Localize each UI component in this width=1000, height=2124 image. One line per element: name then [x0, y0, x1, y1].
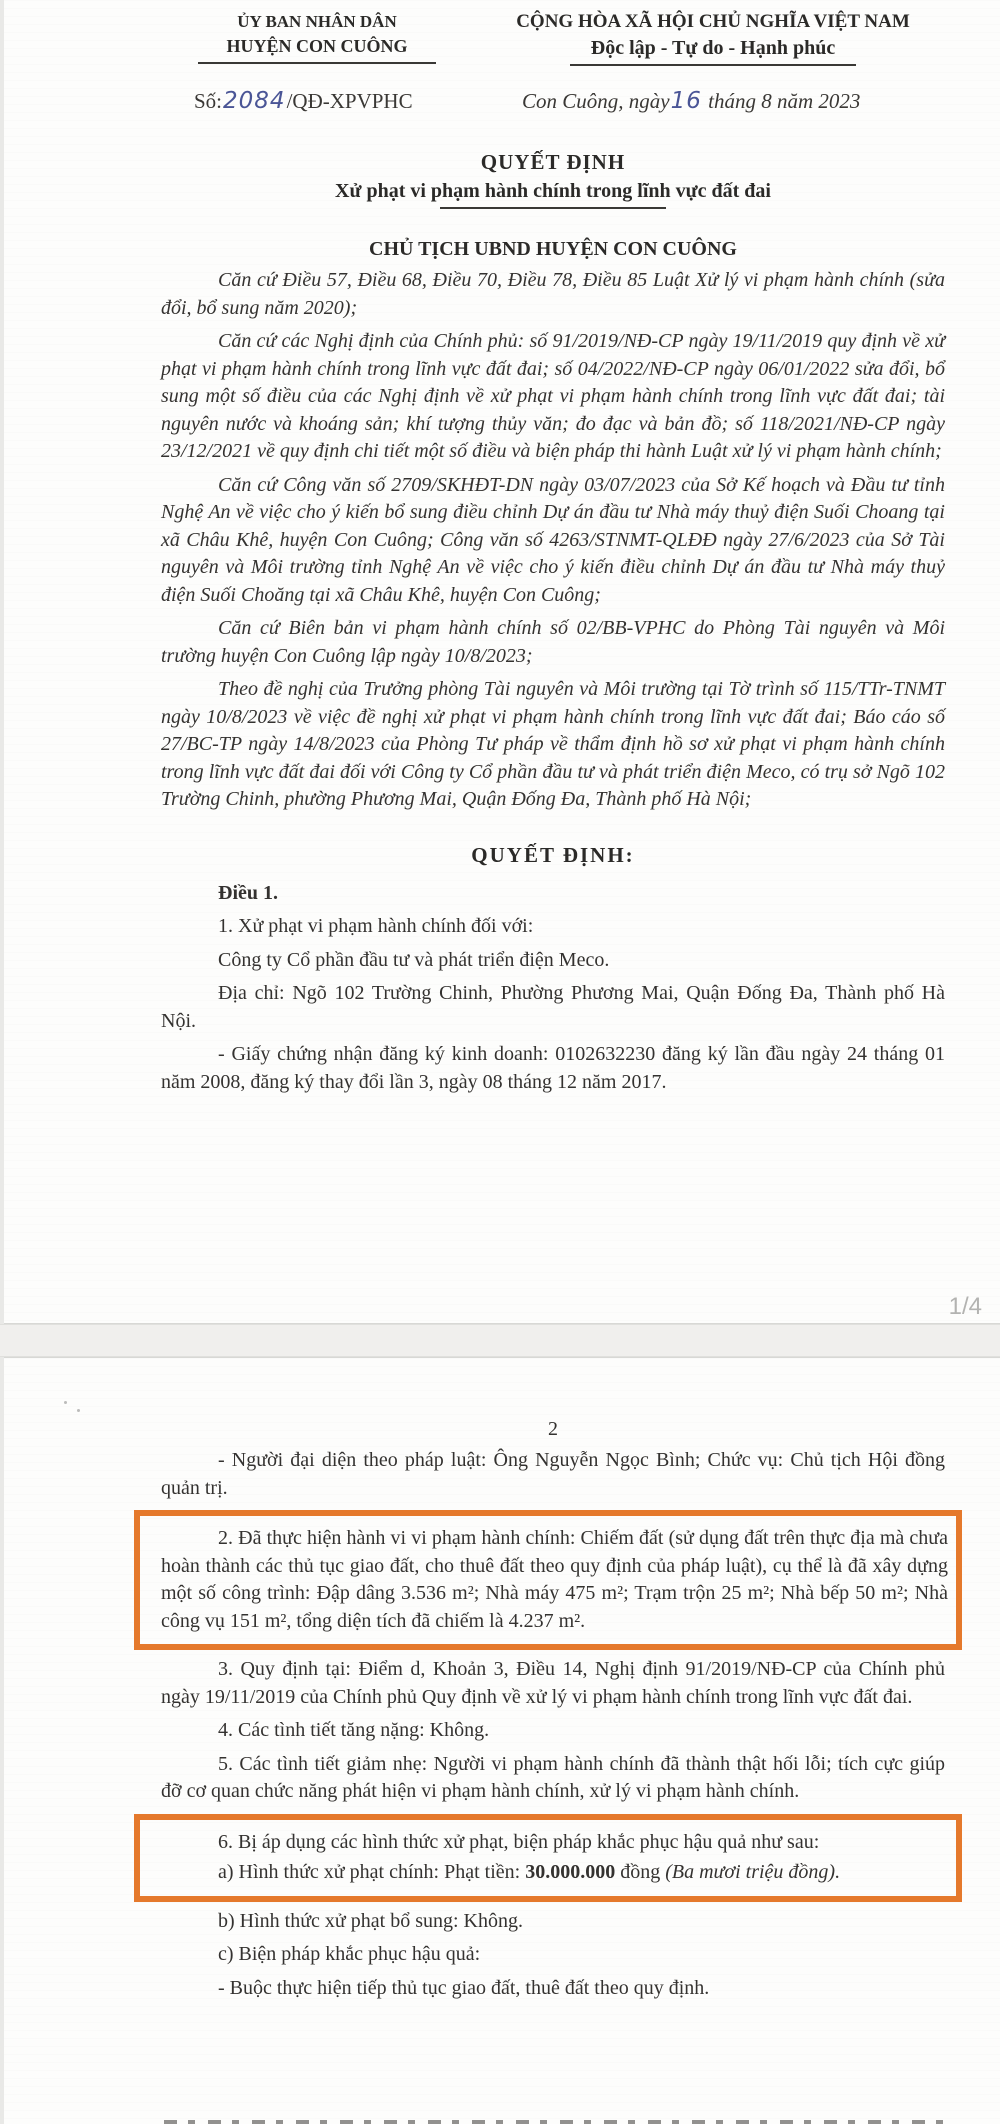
highlight-box-violation	[134, 1510, 962, 1650]
document-number-handwritten: 2084	[223, 88, 286, 114]
article1-item: - Giấy chứng nhận đăng ký kinh doanh: 0102632230 đăng ký lần đầu ngày 24 tháng 01 năm 2008, đăng ký thay đổi lần 3, ngày 08 tháng 12 năm 2017.	[161, 1043, 945, 1093]
recital-paragraph: Căn cứ các Nghị định của Chính phủ: số 91/2019/NĐ-CP ngày 19/11/2019 quy định về xử phạt vi phạm hành chính trong lĩnh vực đất đai; số 04/2022/NĐ-CP ngày 06/01/2022 sửa đổi, bổ sung một số điều của các Nghị định về xử phạt vi phạm hành chính trong lĩnh vực đất đai; tài nguyên nước và khoáng sản; khí tượng thủy văn; đo đạc và bản đồ; số 118/2021/NĐ-CP ngày 23/12/2021 về quy định chi tiết một số điều và biện pháp thi hành Luật xử lý vi phạm hành chính;	[161, 330, 945, 462]
document-title: QUYẾT ĐỊNH	[480, 150, 626, 174]
scanned-page-2	[4, 1357, 1000, 2124]
document-number-suffix: /QĐ-XPVPHC	[286, 89, 413, 113]
item-paragraph: b) Hình thức xử phạt bổ sung: Không.	[218, 1909, 523, 1932]
item-paragraph: 5. Các tình tiết giảm nhẹ: Người vi phạm hành chính đã thành thật hối lỗi; tích cực giúp đỡ cơ quan chức năng phát hiện vi phạm hành chính, xử lý vi phạm hành chính.	[161, 1752, 945, 1802]
place-date-line	[522, 88, 860, 114]
page-marker: 1/4	[948, 1293, 982, 1320]
representative-paragraph: - Người đại diện theo pháp luật: Ông Nguyễn Ngọc Bình; Chức vụ: Chủ tịch Hội đồng quản trị.	[161, 1449, 945, 1499]
article1-item: 1. Xử phạt vi phạm hành chính đối với:	[218, 915, 534, 937]
penalty-amount-words: (Ba mươi triệu đồng).	[665, 1861, 841, 1883]
penalty-main	[161, 1859, 948, 1887]
national-title: CỘNG HÒA XÃ HỘI CHỦ NGHĨA VIỆT NAM	[516, 11, 910, 32]
motto-underline	[570, 64, 856, 66]
item-paragraph: c) Biện pháp khắc phục hậu quả:	[218, 1943, 481, 1965]
violation-paragraph: 2. Đã thực hiện hành vi vi phạm hành chính: Chiếm đất (sử dụng đất trên thực địa mà chưa hoàn thành các thủ tục giao đất, cho thuê đất theo quy định của pháp luật), cụ thể là đã xây dựng một số công trình: Đập dâng 3.536 m²; Nhà máy 475 m²; Trạm trộn 25 m²; Nhà bếp 50 m²; Nhà công vụ 151 m², tổng diện tích đã chiếm là 4.237 m².	[161, 1527, 948, 1632]
document-header	[4, 0, 1000, 132]
national-motto: Độc lập - Tự do - Hạnh phúc	[590, 37, 836, 59]
article1-label: Điều 1.	[218, 881, 278, 904]
penalty-intro: 6. Bị áp dụng các hình thức xử phạt, biện pháp khắc phục hậu quả như sau:	[218, 1830, 820, 1853]
item-paragraph: 3. Quy định tại: Điểm d, Khoản 3, Điều 14, Nghị định 91/2019/NĐ-CP của Chính phủ ngày 19/11/2019 của Chính phủ Quy định về xử lý vi phạm hành chính trong lĩnh vực đất đai.	[161, 1658, 945, 1708]
item-paragraph: - Buộc thực hiện tiếp thủ tục giao đất, thuê đất theo quy định.	[218, 1976, 710, 1999]
subtitle-underline	[440, 207, 666, 209]
recital-paragraph: Căn cứ Công văn số 2709/SKHĐT-DN ngày 03/07/2023 của Sở Kế hoạch và Đầu tư tỉnh Nghệ An về việc cho ý kiến bổ sung điều chỉnh Dự án đầu tư Nhà máy thuỷ điện Suối Choang tại xã Châu Khê, huyện Con Cuông; Công văn số 4263/STNMT-QLĐĐ ngày 27/6/2023 của Sở Tài nguyên và Môi trường tỉnh Nghệ An về việc cho ý kiến điều chỉnh Dự án đầu tư Nhà máy thuỷ điện Suối Choăng tại xã Châu Khê, huyện Con Cuông;	[161, 473, 945, 606]
document-subtitle: Xử phạt vi phạm hành chính trong lĩnh vực đất đai	[335, 180, 771, 202]
issuer-line2: HUYỆN CON CUÔNG	[226, 36, 408, 56]
issuer-underline	[198, 62, 436, 64]
dateline-suffix: tháng 8 năm 2023	[702, 89, 861, 113]
issuing-authority-block	[152, 10, 482, 64]
article1-item: Công ty Cổ phần đầu tư và phát triển điện Meco.	[218, 948, 610, 971]
penalty-amount: 30.000.000	[525, 1861, 616, 1883]
recital-paragraph: Theo đề nghị của Trưởng phòng Tài nguyên và Môi trường tại Tờ trình số 115/TTr-TNMT ngày 10/8/2023 về việc đề nghị xử phạt vi phạm hành chính trong lĩnh vực đất đai; Báo cáo số 27/BC-TP ngày 14/8/2023 của Phòng Tư pháp về thẩm định hồ sơ xử phạt vi phạm hành chính trong lĩnh vực đất đai đối với Công ty Cổ phần đầu tư và phát triển điện Meco, có trụ sở Ngõ 102 Trường Chinh, phường Phương Mai, Quận Đống Đa, Thành phố Hà Nội;	[161, 678, 945, 810]
document-number	[194, 88, 413, 114]
article1-item: Địa chỉ: Ngõ 102 Trường Chinh, Phường Phương Mai, Quận Đống Đa, Thành phố Hà Nội.	[161, 982, 945, 1032]
document-number-prefix: Số:	[194, 89, 223, 113]
page-gap-divider	[0, 1324, 1000, 1357]
penalty-prefix: a) Hình thức xử phạt chính: Phạt tiền:	[218, 1861, 526, 1883]
page1-content	[4, 150, 1000, 1096]
recital-paragraph: Căn cứ Biên bản vi phạm hành chính số 02/BB-VPHC do Phòng Tài nguyên và Môi trường huyện Con Cuông lập ngày 10/8/2023;	[161, 617, 945, 667]
dateline-day-handwritten: 16	[670, 88, 702, 114]
page2-content	[4, 1358, 1000, 2002]
recital-paragraph: Căn cứ Điều 57, Điều 68, Điều 70, Điều 78, Điều 85 Luật Xử lý vi phạm hành chính (sửa đổi, bổ sung năm 2020);	[161, 269, 945, 319]
scanned-page-1	[4, 0, 1000, 1324]
scan-artifact-dots	[64, 1401, 84, 1415]
highlight-box-penalty	[134, 1814, 962, 1902]
issuer-line1: ỦY BAN NHÂN DÂN	[237, 12, 397, 31]
page-number: 2	[548, 1418, 558, 1440]
national-motto-block	[482, 9, 944, 66]
cutoff-text-line	[164, 2118, 948, 2124]
item-paragraph: 4. Các tình tiết tăng nặng: Không.	[218, 1719, 490, 1741]
decree-heading: QUYẾT ĐỊNH:	[471, 842, 635, 867]
deciding-authority: CHỦ TỊCH UBND HUYỆN CON CUÔNG	[369, 238, 737, 260]
penalty-unit: đồng	[615, 1861, 666, 1883]
dateline-prefix: Con Cuông, ngày	[522, 89, 670, 113]
